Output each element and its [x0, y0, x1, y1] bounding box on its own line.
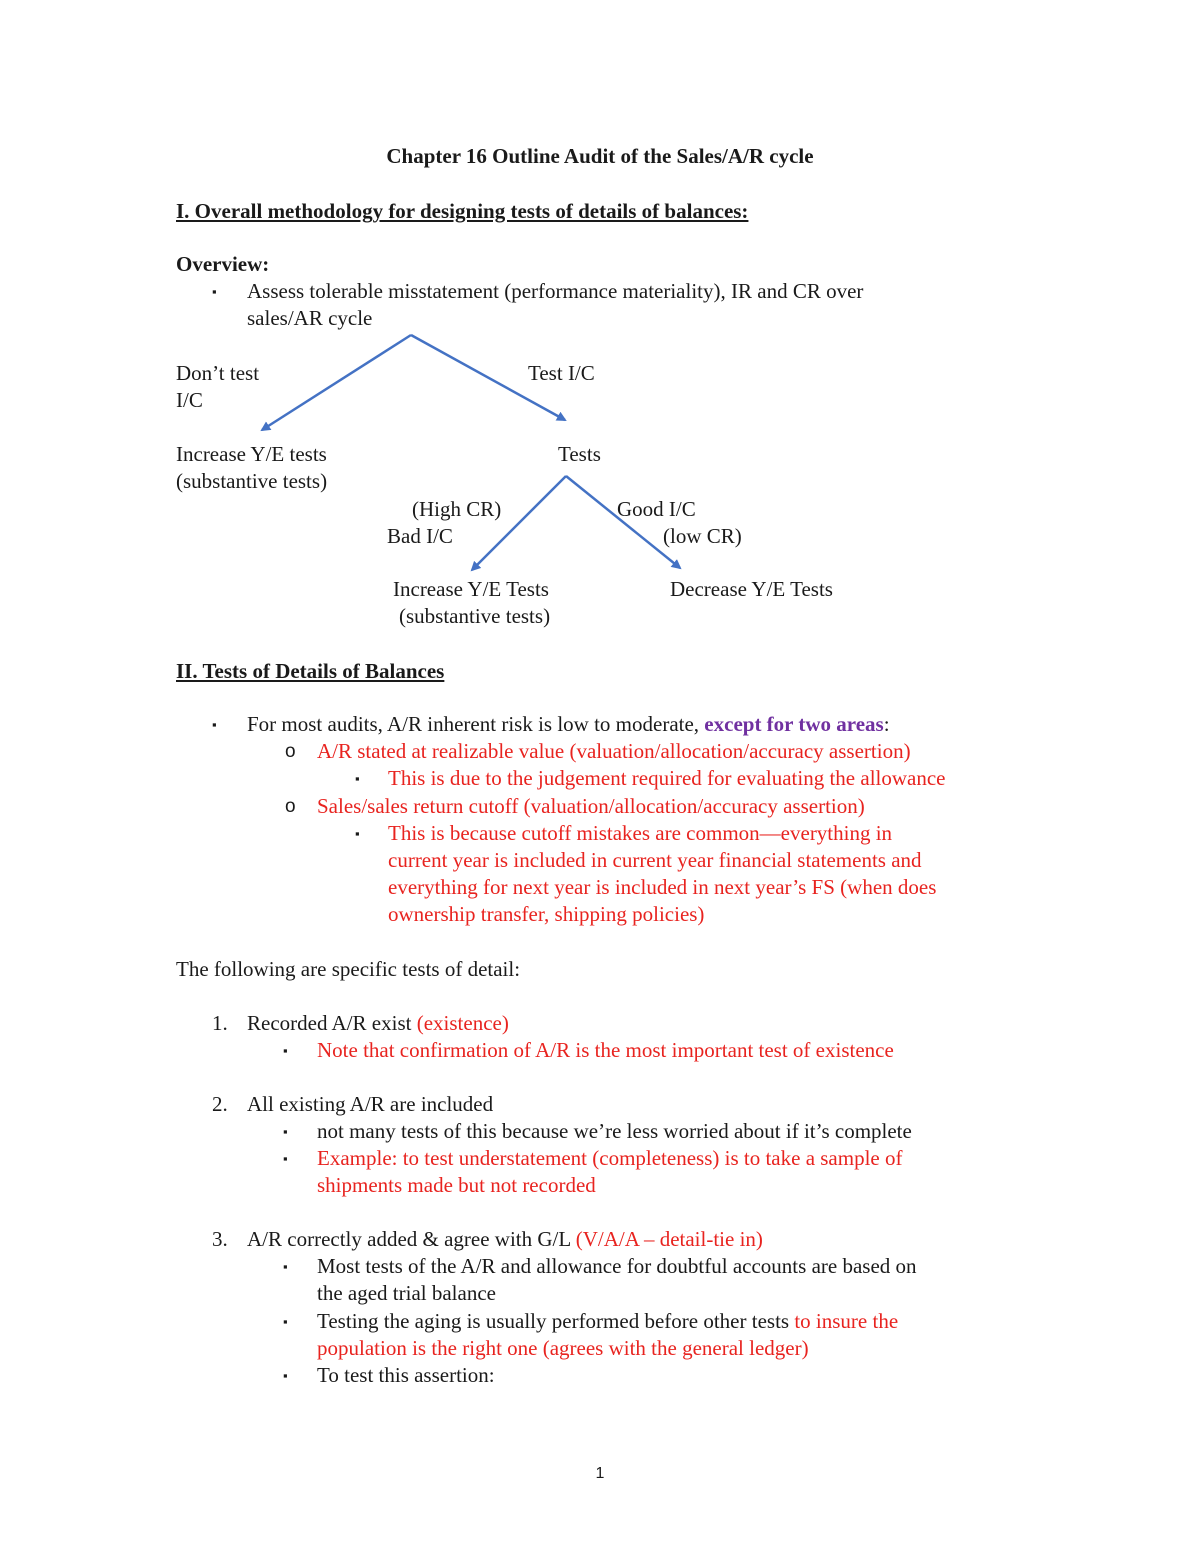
cutoff-sub-line1: This is because cutoff mistakes are common––everything in [388, 821, 893, 845]
cutoff-sub-line4: ownership transfer, shipping policies) [388, 902, 705, 926]
circle-bullet-icon: o [285, 796, 296, 817]
inherent-risk-text: For most audits, A/R inherent risk is low to moderate, [247, 712, 700, 736]
arrow-bad-ic [472, 476, 566, 570]
cutoff-item: Sales/sales return cutoff (valuation/allocation/accuracy assertion) [317, 794, 865, 818]
bullet-icon: ▪ [355, 771, 360, 786]
arrow-dont-test [262, 335, 411, 430]
item-3-sub3: To test this assertion: [317, 1363, 495, 1387]
low-cr-label: (low CR) [663, 524, 742, 548]
bullet-icon: ▪ [283, 1043, 288, 1058]
increase-ye-label-2: (substantive tests) [176, 469, 328, 493]
item-3-sub1-line1: Most tests of the A/R and allowance for doubtful accounts are based on [317, 1254, 917, 1278]
item-2-number: 2. [212, 1092, 228, 1116]
decrease-ye-tests-label: Decrease Y/E Tests [670, 577, 833, 601]
good-ic-label: Good I/C [617, 497, 696, 521]
high-cr-label: (High CR) [412, 497, 502, 521]
tests-label: Tests [558, 442, 601, 466]
item-3-sub2-line2: population is the right one (agrees with the general ledger) [317, 1336, 809, 1360]
dont-test-label-1: Don’t test [176, 361, 260, 385]
item-3-text [247, 1226, 763, 1253]
circle-bullet-icon: o [285, 741, 296, 762]
realizable-value-sub: This is due to the judgement required for evaluating the allowance [388, 766, 946, 790]
bullet-icon: ▪ [283, 1259, 288, 1274]
specific-tests-intro: The following are specific tests of detail: [176, 957, 521, 981]
page-title: Chapter 16 Outline Audit of the Sales/A/R cycle [386, 144, 814, 168]
item-3-sub2-line1 [317, 1308, 898, 1335]
overview-label: Overview: [176, 252, 270, 276]
bullet-icon: ▪ [355, 826, 360, 841]
decision-tree-arrows [0, 0, 1200, 700]
item-3-sub2-red: to insure the [794, 1309, 899, 1333]
item-2-sub2-line1: Example: to test understatement (completeness) is to take a sample of [317, 1146, 903, 1170]
realizable-value-item: A/R stated at realizable value (valuation/allocation/accuracy assertion) [317, 739, 911, 763]
item-3-sub1-line2: the aged trial balance [317, 1281, 496, 1305]
colon: : [883, 712, 890, 736]
overview-bullet-line1: Assess tolerable misstatement (performance materiality), IR and CR over [247, 279, 864, 303]
two-areas-highlight: except for two areas [704, 712, 884, 736]
increase-ye-tests-label-2: (substantive tests) [399, 604, 551, 628]
item-2-text: All existing A/R are included [247, 1092, 494, 1116]
section-1-heading: I. Overall methodology for designing tests of details of balances: [176, 199, 749, 223]
section-2-heading: II. Tests of Details of Balances [176, 659, 445, 683]
bad-ic-label: Bad I/C [387, 524, 453, 548]
cutoff-sub-line3: everything for next year is included in next year’s FS (when does [388, 875, 937, 899]
test-ic-label: Test I/C [528, 361, 595, 385]
bullet-icon: ▪ [283, 1314, 288, 1329]
item-1-text [247, 1010, 509, 1037]
bullet-icon: ▪ [283, 1151, 288, 1166]
overview-bullet-line2: sales/AR cycle [247, 306, 373, 330]
item-2-sub1: not many tests of this because we’re less worried about if it’s complete [317, 1119, 912, 1143]
cutoff-sub-line2: current year is included in current year financial statements and [388, 848, 922, 872]
item-1-sub: Note that confirmation of A/R is the most important test of existence [317, 1038, 894, 1062]
bullet-icon: ▪ [212, 717, 217, 732]
item-1-label: Recorded A/R exist [247, 1011, 412, 1035]
item-3-number: 3. [212, 1227, 228, 1251]
item-3-tag: (V/A/A – detail-tie in) [575, 1227, 763, 1251]
dont-test-label-2: I/C [176, 388, 203, 412]
item-3-sub2-text: Testing the aging is usually performed before other tests [317, 1309, 790, 1333]
bullet-icon: ▪ [283, 1368, 288, 1383]
increase-ye-tests-label-1: Increase Y/E Tests [393, 577, 549, 601]
inherent-risk-bullet [247, 711, 890, 738]
item-1-tag: (existence) [416, 1011, 509, 1035]
bullet-icon: ▪ [283, 1124, 288, 1139]
item-2-sub2-line2: shipments made but not recorded [317, 1173, 596, 1197]
page-number: 1 [595, 1465, 605, 1482]
item-3-label: A/R correctly added & agree with G/L [247, 1227, 571, 1251]
item-1-number: 1. [212, 1011, 228, 1035]
bullet-icon: ▪ [212, 284, 217, 299]
increase-ye-label-1: Increase Y/E tests [176, 442, 327, 466]
